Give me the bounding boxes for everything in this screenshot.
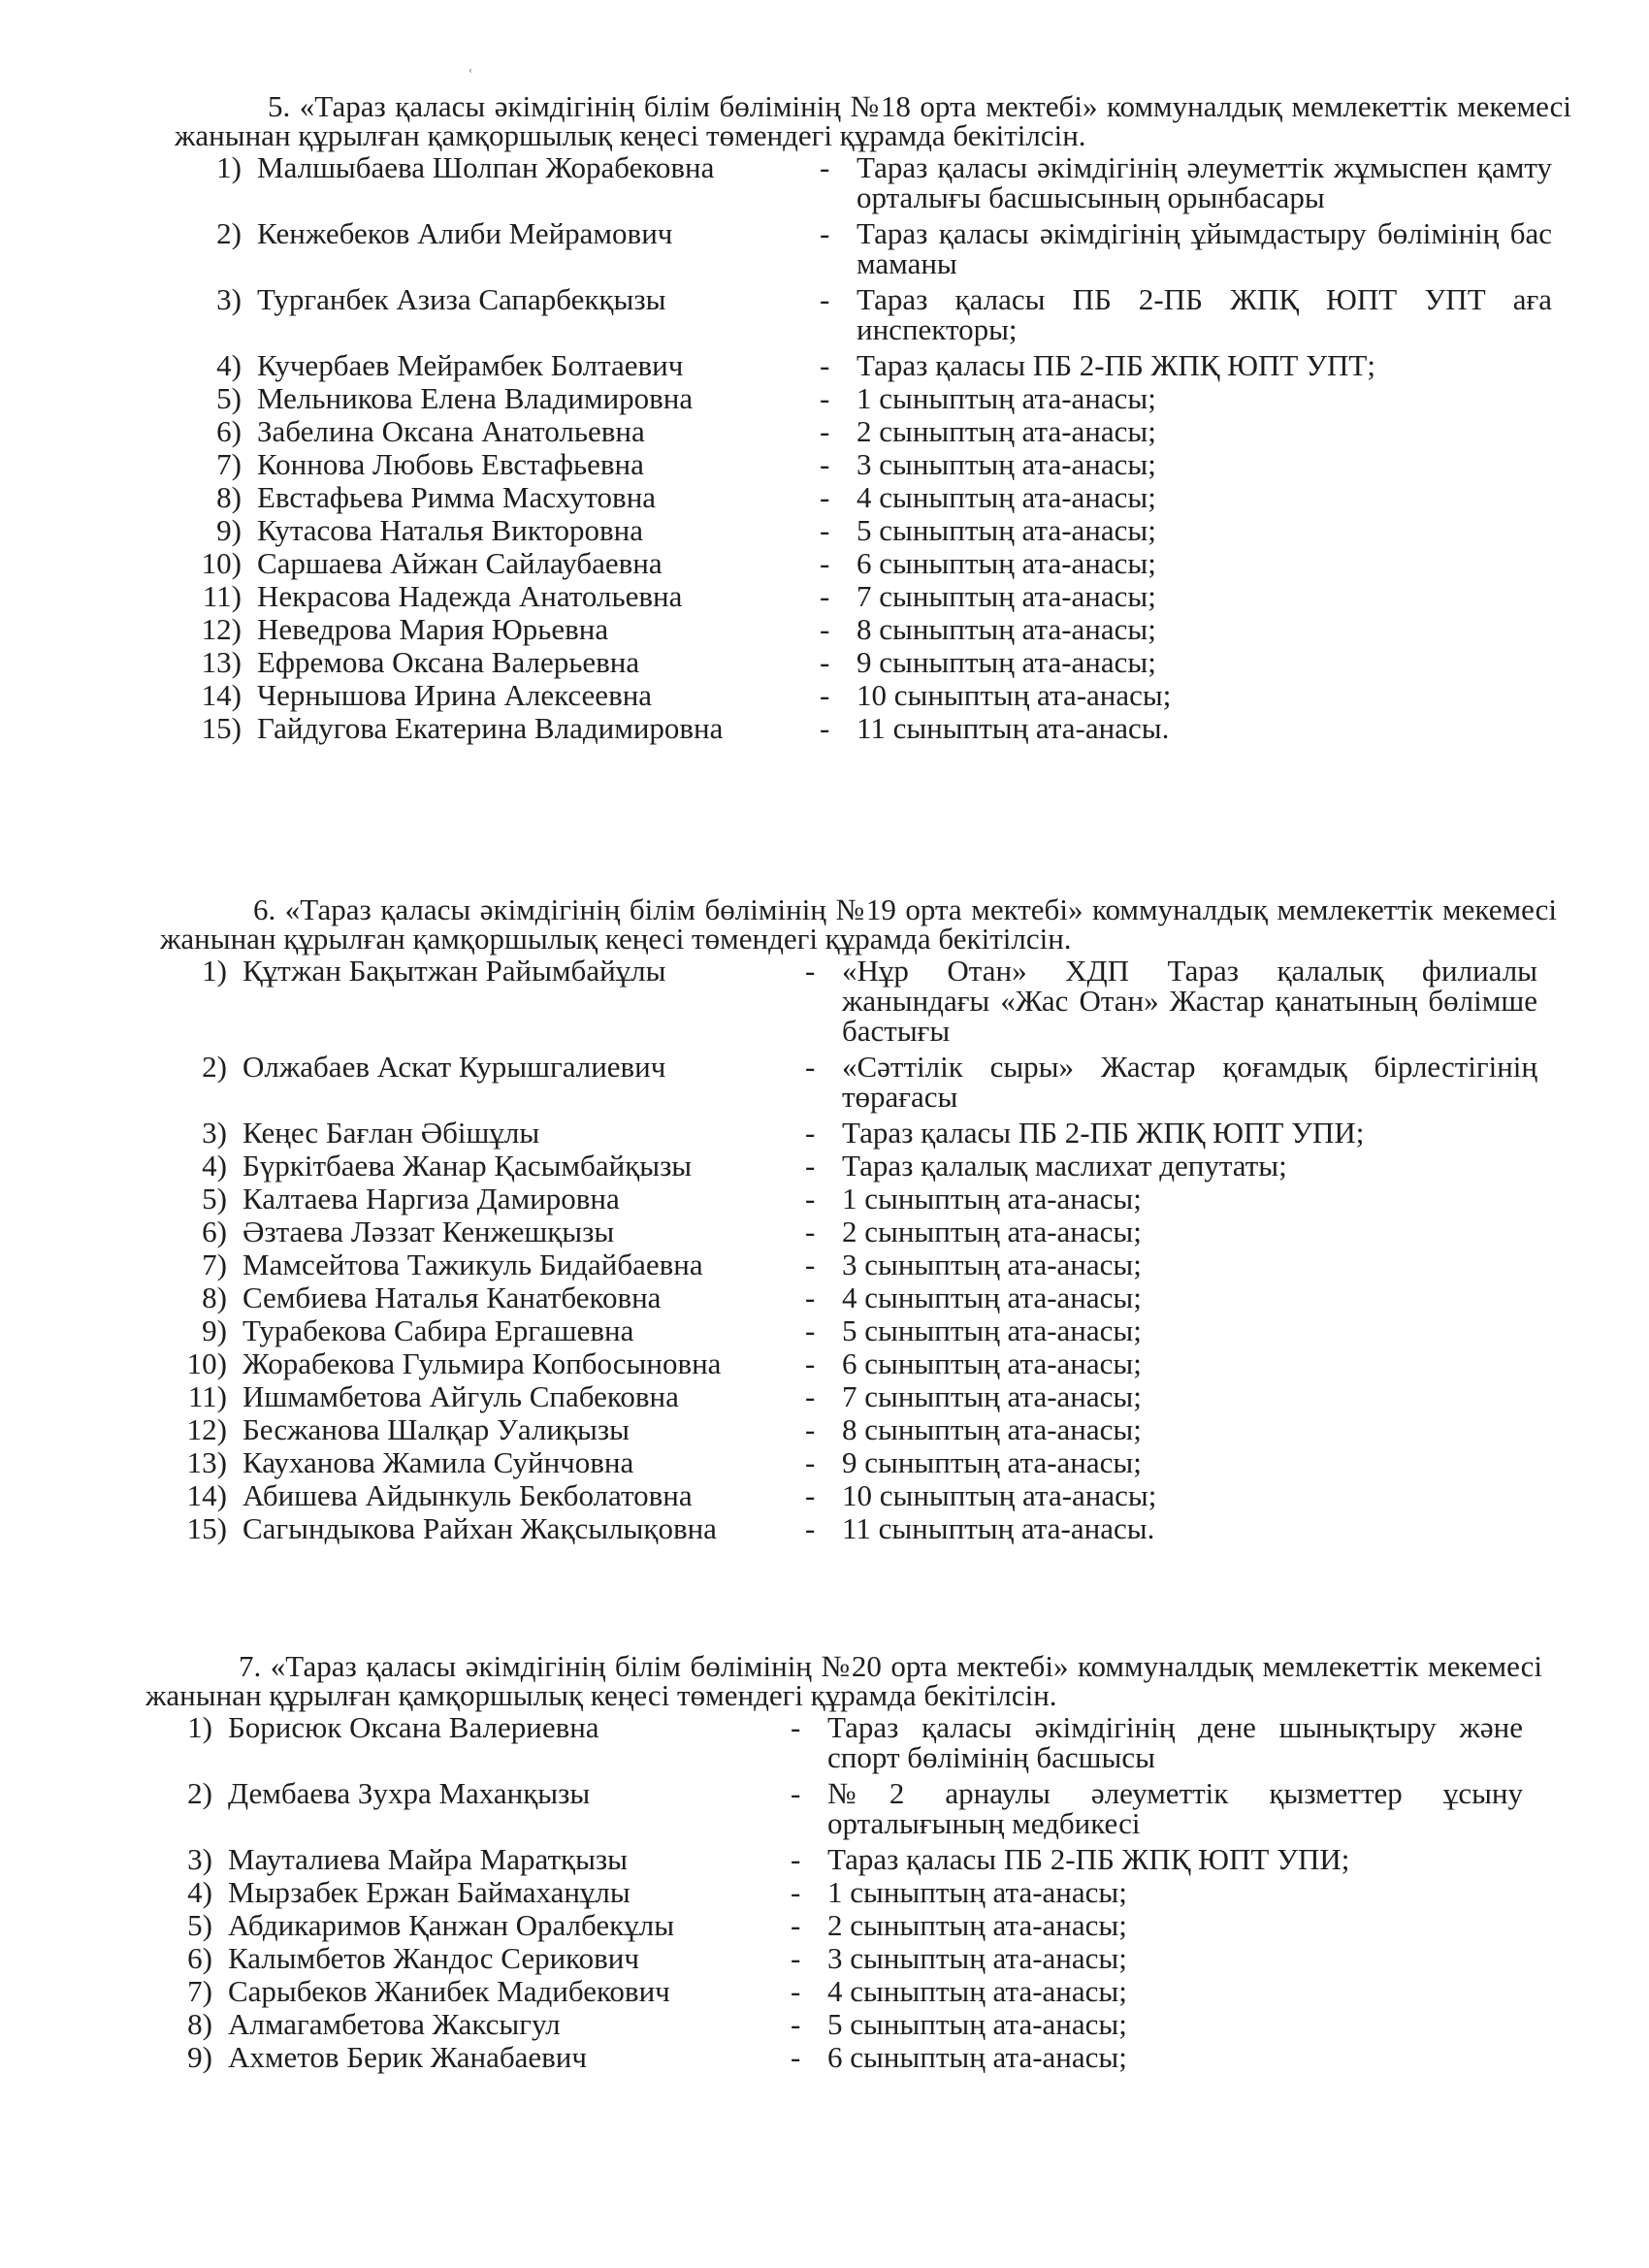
dash-separator: - [820, 711, 830, 745]
member-role: 8 сыныптың ата-анасы; [857, 612, 1156, 646]
member-name: Дембаева Зухра Маханқызы [228, 1776, 591, 1810]
member-name: Некрасова Надежда Анатольевна [257, 579, 683, 613]
member-role: 2 сыныптың ата-анасы; [842, 1215, 1142, 1248]
member-row [175, 680, 1571, 711]
dash-separator: - [805, 1379, 816, 1413]
member-number: 5) [202, 1182, 227, 1215]
dash-separator: - [791, 1710, 801, 1744]
member-row [146, 2009, 1542, 2040]
council-section-20 [146, 1649, 1542, 2075]
member-number: 12) [201, 612, 242, 646]
member-number: 4) [187, 1875, 212, 1909]
member-name: Калымбетов Жандос Серикович [228, 1941, 639, 1975]
member-role: 4 сыныптың ата-анасы; [827, 1974, 1127, 2008]
member-row [146, 1877, 1542, 1908]
dash-separator: - [820, 348, 830, 382]
member-row [146, 1943, 1542, 1974]
member-name: Кеңес Бағлан Әбішұлы [242, 1116, 540, 1150]
member-row [175, 713, 1571, 744]
section-intro: 5. «Тараз қаласы әкімдігінің білім бөлімінің №18 орта мектебі» коммуналдық мемлекеттік мекемесі жанынан құрылған қамқоршылық кеңесі төмендегі құрамда бекітілсін. [175, 89, 1571, 152]
dash-separator: - [805, 1313, 816, 1347]
member-row [160, 1414, 1557, 1445]
member-role: Тараз қаласы ПБ 2-ПБ ЖПҚ ЮПТ УПИ; [842, 1116, 1365, 1150]
member-role: 7 сыныптың ата-анасы; [857, 579, 1156, 613]
member-row [160, 1216, 1557, 1247]
member-role: 4 сыныптың ата-анасы; [842, 1280, 1142, 1314]
dash-separator: - [820, 612, 830, 646]
dash-separator: - [791, 1941, 801, 1975]
member-number: 14) [186, 1478, 227, 1512]
member-name: Алмагамбетова Жаксыгул [228, 2007, 561, 2041]
dash-separator: - [805, 1182, 816, 1215]
dash-separator: - [805, 1445, 816, 1479]
section-intro: 7. «Тараз қаласы әкімдігінің білім бөлімінің №20 орта мектебі» коммуналдық мемлекеттік мекемесі жанынан құрылған қамқоршылық кеңесі төмендегі құрамда бекітілсін. [146, 1649, 1542, 1712]
dash-separator: - [820, 645, 830, 679]
member-row [160, 956, 1557, 1046]
member-row [146, 1844, 1542, 1875]
dash-separator: - [791, 2007, 801, 2041]
member-role: 6 сыныптың ата-анасы; [827, 2040, 1127, 2074]
member-role: 3 сыныптың ата-анасы; [827, 1941, 1127, 1975]
member-number: 14) [201, 678, 242, 712]
member-number: 2) [216, 216, 242, 250]
member-number: 12) [186, 1412, 227, 1446]
dash-separator: - [791, 1842, 801, 1876]
member-number: 13) [201, 645, 242, 679]
member-row [160, 1447, 1557, 1478]
member-name: Абдикаримов Қанжан Оралбекұлы [228, 1908, 675, 1942]
member-row [175, 482, 1571, 513]
member-role: 6 сыныптың ата-анасы; [857, 546, 1156, 580]
member-role: «Сәттілік сыры» Жастар қоғамдық бірлестігінің төрағасы [842, 1050, 1537, 1114]
dash-separator: - [820, 513, 830, 547]
dash-separator: - [820, 381, 830, 415]
member-role: 7 сыныптың ата-анасы; [842, 1379, 1142, 1413]
member-role: 1 сыныптың ата-анасы; [827, 1875, 1127, 1909]
member-row [146, 1976, 1542, 2007]
member-row [160, 1150, 1557, 1182]
dash-separator: - [791, 2040, 801, 2074]
member-name: Бесжанова Шалқар Уалиқызы [242, 1412, 630, 1446]
member-name: Сагындыкова Райхан Жақсылықовна [242, 1511, 717, 1545]
dash-separator: - [820, 579, 830, 613]
member-name: Чернышова Ирина Алексеевна [257, 678, 653, 712]
member-name: Коннова Любовь Евстафьевна [257, 447, 644, 481]
member-name: Неведрова Мария Юрьевна [257, 612, 609, 646]
member-row [160, 1183, 1557, 1215]
member-name: Малшыбаева Шолпан Жорабековна [257, 150, 715, 184]
member-role: 11 сыныптың ата-анасы. [857, 711, 1170, 745]
dash-separator: - [820, 216, 830, 250]
member-name: Ефремова Оксана Валерьевна [257, 645, 640, 679]
dash-separator: - [791, 1974, 801, 2008]
member-number: 9) [216, 513, 242, 547]
dash-separator: - [805, 1412, 816, 1446]
member-number: 15) [201, 711, 242, 745]
member-row [160, 1513, 1557, 1544]
dash-separator: - [805, 1215, 816, 1248]
member-name: Абишева Айдынкуль Бекболатовна [242, 1478, 693, 1512]
member-number: 9) [187, 2040, 212, 2074]
dash-separator: - [805, 1346, 816, 1380]
dash-separator: - [805, 954, 816, 988]
member-number: 8) [216, 480, 242, 514]
member-row [160, 1118, 1557, 1149]
member-role: Тараз қалалық маслихат депутаты; [842, 1149, 1287, 1183]
member-number: 1) [216, 150, 242, 184]
dash-separator: - [791, 1776, 801, 1810]
member-name: Саршаева Айжан Сайлаубаевна [257, 546, 663, 580]
member-name: Турганбек Азиза Сапарбекқызы [257, 282, 666, 316]
member-role: 8 сыныптың ата-анасы; [842, 1412, 1142, 1446]
member-row [175, 647, 1571, 678]
member-role: 9 сыныптың ата-анасы; [857, 645, 1156, 679]
member-number: 6) [216, 414, 242, 448]
member-name: Сарыбеков Жанибек Мадибекович [228, 1974, 670, 2008]
member-row [160, 1052, 1557, 1112]
member-role: Тараз қаласы ПБ 2-ПБ ЖПҚ ЮПТ УПТ; [857, 348, 1375, 382]
member-name: Гайдугова Екатерина Владимировна [257, 711, 724, 745]
member-number: 2) [202, 1050, 227, 1084]
member-row [175, 449, 1571, 480]
dash-separator: - [820, 678, 830, 712]
dash-separator: - [805, 1149, 816, 1183]
member-row [175, 383, 1571, 414]
member-row [146, 2042, 1542, 2073]
member-role: 2 сыныптың ата-анасы; [827, 1908, 1127, 1942]
member-name: Сембиева Наталья Канатбековна [242, 1280, 662, 1314]
member-role: 3 сыныптың ата-анасы; [842, 1247, 1142, 1281]
dash-separator: - [805, 1478, 816, 1512]
member-list [146, 1712, 1542, 2073]
member-name: Құтжан Бақытжан Райымбайұлы [242, 954, 666, 988]
member-list [175, 152, 1571, 744]
member-role: 10 сыныптың ата-анасы; [842, 1478, 1157, 1512]
member-name: Борисюк Оксана Валериевна [228, 1710, 599, 1744]
member-number: 10) [201, 546, 242, 580]
member-name: Бүркітбаева Жанар Қасымбайқызы [242, 1149, 693, 1183]
dash-separator: - [805, 1050, 816, 1084]
member-number: 8) [202, 1280, 227, 1314]
member-role: 5 сыныптың ата-анасы; [842, 1313, 1142, 1347]
member-number: 3) [187, 1842, 212, 1876]
dash-separator: - [805, 1116, 816, 1150]
member-role: 9 сыныптың ата-анасы; [842, 1445, 1142, 1479]
member-name: Кутасова Наталья Викторовна [257, 513, 643, 547]
member-number: 7) [187, 1974, 212, 2008]
member-number: 11) [187, 1379, 227, 1413]
dash-separator: - [820, 150, 830, 184]
member-number: 6) [187, 1941, 212, 1975]
member-row [146, 1712, 1542, 1772]
dash-separator: - [820, 447, 830, 481]
member-role: 5 сыныптың ата-анасы; [857, 513, 1156, 547]
member-number: 6) [202, 1215, 227, 1248]
dash-separator: - [805, 1511, 816, 1545]
member-row [160, 1315, 1557, 1346]
member-row [175, 218, 1571, 278]
member-name: Жорабекова Гульмира Копбосыновна [242, 1346, 722, 1380]
member-row [160, 1348, 1557, 1379]
member-name: Кауханова Жамила Суйнчовна [242, 1445, 634, 1479]
member-number: 5) [216, 381, 242, 415]
dash-separator: - [805, 1280, 816, 1314]
member-role: Тараз қаласы ПБ 2-ПБ ЖПҚ ЮПТ УПИ; [827, 1842, 1350, 1876]
member-role: №2 арнаулы әлеуметтік қызметтер ұсыну орталығының медбикесі [827, 1776, 1523, 1840]
member-role: Тараз қаласы әкімдігінің дене шынықтыру және спорт бөлімінің басшысы [827, 1710, 1523, 1774]
member-row [160, 1480, 1557, 1511]
member-number: 7) [216, 447, 242, 481]
member-role: 1 сыныптың ата-анасы; [857, 381, 1156, 415]
member-name: Әзтаева Ләззат Кенжешқызы [242, 1215, 615, 1248]
dash-separator: - [791, 1908, 801, 1942]
member-name: Мамсейтова Тажикуль Бидайбаевна [242, 1247, 703, 1281]
council-section-19 [160, 892, 1557, 1546]
member-role: 3 сыныптың ата-анасы; [857, 447, 1156, 481]
member-number: 5) [187, 1908, 212, 1942]
dash-separator: - [791, 1875, 801, 1909]
member-name: Мауталиева Майра Маратқызы [228, 1842, 628, 1876]
member-number: 8) [187, 2007, 212, 2041]
member-name: Ахметов Берик Жанабаевич [228, 2040, 587, 2074]
member-name: Мырзабек Ержан Баймаханұлы [228, 1875, 630, 1909]
member-name: Турабекова Сабира Ергашевна [242, 1313, 634, 1347]
member-name: Мельникова Елена Владимировна [257, 381, 694, 415]
member-role: «Нұр Отан» ХДП Тараз қалалық филиалы жанындағы «Жас Отан» Жастар қанатының бөлімше бастығы [842, 954, 1537, 1048]
member-name: Ишмамбетова Айгуль Спабековна [242, 1379, 679, 1413]
member-row [175, 515, 1571, 546]
member-row [175, 614, 1571, 645]
member-row [160, 1249, 1557, 1280]
member-role: 5 сыныптың ата-анасы; [827, 2007, 1127, 2041]
member-name: Забелина Оксана Анатольевна [257, 414, 645, 448]
member-list [160, 956, 1557, 1544]
member-number: 9) [202, 1313, 227, 1347]
member-number: 4) [216, 348, 242, 382]
member-number: 2) [187, 1776, 212, 1810]
member-name: Кенжебеков Алиби Мейрамович [257, 216, 673, 250]
member-row [160, 1381, 1557, 1412]
member-number: 1) [187, 1710, 212, 1744]
council-section-18 [175, 89, 1571, 746]
member-row [146, 1778, 1542, 1838]
member-number: 11) [202, 579, 242, 613]
member-role: 4 сыныптың ата-анасы; [857, 480, 1156, 514]
member-role: 10 сыныптың ата-анасы; [857, 678, 1172, 712]
member-row [175, 152, 1571, 212]
member-number: 1) [202, 954, 227, 988]
dash-separator: - [820, 282, 830, 316]
member-name: Кучербаев Мейрамбек Болтаевич [257, 348, 684, 382]
dash-separator: - [805, 1247, 816, 1281]
member-role: 1 сыныптың ата-анасы; [842, 1182, 1142, 1215]
dash-separator: - [820, 546, 830, 580]
member-number: 3) [216, 282, 242, 316]
member-row [175, 350, 1571, 381]
member-row [175, 284, 1571, 344]
member-number: 13) [186, 1445, 227, 1479]
member-row [175, 581, 1571, 612]
member-name: Евстафьева Римма Масхутовна [257, 480, 657, 514]
scan-mark: ʿ [468, 66, 473, 85]
member-name: Калтаева Наргиза Дамировна [242, 1182, 620, 1215]
member-role: Тараз қаласы әкімдігінің ұйымдастыру бөлімінің бас маманы [857, 216, 1552, 280]
member-number: 10) [186, 1346, 227, 1380]
member-role: Тараз қаласы әкімдігінің әлеуметтік жұмыспен қамту орталығы басшысының орынбасары [857, 150, 1552, 214]
member-name: Олжабаев Аскат Курышгалиевич [242, 1050, 666, 1084]
member-number: 7) [202, 1247, 227, 1281]
member-number: 15) [186, 1511, 227, 1545]
section-intro: 6. «Тараз қаласы әкімдігінің білім бөлімінің №19 орта мектебі» коммуналдық мемлекеттік мекемесі жанынан құрылған қамқоршылық кеңесі төмендегі құрамда бекітілсін. [160, 892, 1557, 956]
member-number: 4) [202, 1149, 227, 1183]
member-row [160, 1282, 1557, 1313]
member-role: 6 сыныптың ата-анасы; [842, 1346, 1142, 1380]
dash-separator: - [820, 480, 830, 514]
member-role: 2 сыныптың ата-анасы; [857, 414, 1156, 448]
member-row [175, 416, 1571, 447]
dash-separator: - [820, 414, 830, 448]
member-row [175, 548, 1571, 579]
member-number: 3) [202, 1116, 227, 1150]
member-row [146, 1910, 1542, 1941]
member-role: Тараз қаласы ПБ 2-ПБ ЖПҚ ЮПТ УПТ аға инспекторы; [857, 282, 1552, 346]
member-role: 11 сыныптың ата-анасы. [842, 1511, 1155, 1545]
